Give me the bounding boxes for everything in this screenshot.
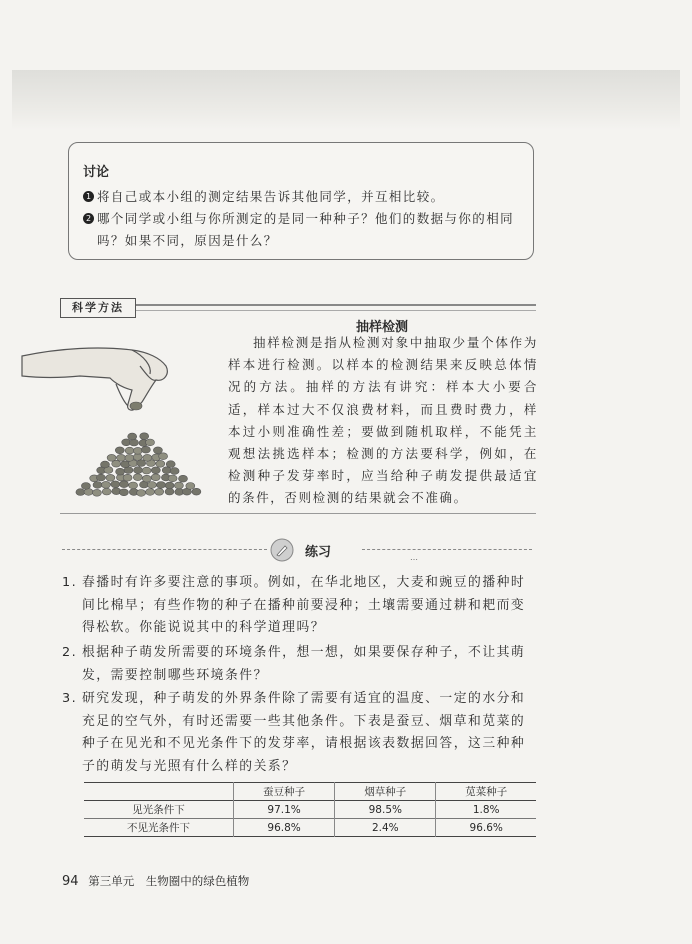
section-divider — [60, 513, 536, 514]
table-header-cell: 蚕豆种子 — [233, 783, 334, 801]
hand-picking-seeds-illustration — [20, 344, 220, 502]
table-cell: 见光条件下 — [132, 804, 185, 816]
discussion-item — [83, 208, 519, 252]
question-number: 3. — [62, 691, 78, 706]
table-cell: 98.5% — [335, 801, 436, 819]
table-cell: 97.1% — [233, 801, 334, 819]
number-badge: 1 — [83, 191, 94, 202]
table-row — [84, 819, 536, 837]
table-header-cell: 烟草种子 — [335, 783, 436, 801]
seed-pile-icon — [76, 402, 201, 496]
table-cell: 不见光条件下 — [126, 822, 190, 834]
exercise-dots: … — [410, 553, 418, 562]
exercise-title: 练习 — [305, 545, 332, 560]
table-header-row — [84, 783, 536, 801]
table-row — [84, 801, 536, 819]
table-cell: 2.4% — [335, 819, 436, 837]
table-cell: 96.8% — [233, 819, 334, 837]
footer-text: 第三单元 生物圈中的绿色植物 — [88, 874, 250, 888]
exercise-question — [62, 572, 538, 640]
germination-table — [84, 782, 536, 837]
question-number: 2. — [62, 645, 78, 660]
page-footer — [62, 873, 249, 889]
dashed-divider — [362, 549, 532, 550]
discussion-box — [68, 142, 534, 260]
table-header-cell — [84, 783, 233, 801]
question-text: 根据种子萌发所需要的环境条件，想一想，如果要保存种子，不让其萌发，需要控制哪些环境条件？ — [82, 645, 526, 683]
science-method-label: 科学方法 — [60, 298, 136, 318]
method-paragraph: 抽样检测是指从检测对象中抽取少量个体作为样本进行检测。以样本的检测结果来反映总体情况的方法。抽样的方法有讲究：样本大小要合适，样本过大不仅浪费材料，而且费时费力，样本过小则准确性差；要做到随机取样，不能凭主观想法挑选样本；检测的方法要科学，例如，在检测种子发芽率时，应当给种子萌发提供最适宜的条件，否则检测的结果就会不准确。 — [228, 335, 538, 506]
exercise-question — [62, 642, 538, 687]
scan-shadow — [12, 70, 680, 130]
number-badge: 2 — [83, 213, 94, 224]
discussion-item — [83, 186, 519, 208]
question-text: 研究发现，种子萌发的外界条件除了需要有适宜的温度、一定的水分和充足的空气外，有时还需要一些其他条件。下表是蚕豆、烟草和苋菜的种子在见光和不见光条件下的发芽率，请根据该表数据回答，这三种种子的萌发与光照有什么样的关系？ — [82, 691, 526, 774]
discussion-item-text: 哪个同学或小组与你所测定的是同一种种子？他们的数据与你的相同吗？如果不同，原因是什么？ — [97, 211, 515, 248]
exercise-pencil-icon — [270, 538, 294, 562]
discussion-title: 讨论 — [83, 165, 110, 180]
discussion-item-text: 将自己或本小组的测定结果告诉其他同学，并互相比较。 — [97, 189, 445, 204]
exercise-question — [62, 688, 538, 778]
hand-icon — [22, 348, 167, 410]
dashed-divider — [62, 549, 267, 550]
table-cell: 1.8% — [436, 801, 536, 819]
table-header-cell: 苋菜种子 — [436, 783, 536, 801]
method-title: 抽样检测 — [356, 320, 409, 335]
question-number: 1. — [62, 575, 78, 590]
section-divider — [136, 304, 536, 311]
table-cell: 96.6% — [436, 819, 536, 837]
question-text: 春播时有许多要注意的事项。例如，在华北地区，大麦和豌豆的播种时间比棉早；有些作物的种子在播种前要浸种；土壤需要通过耕和耙而变得松软。你能说说其中的科学道理吗？ — [82, 575, 526, 635]
page-number: 94 — [62, 874, 79, 889]
